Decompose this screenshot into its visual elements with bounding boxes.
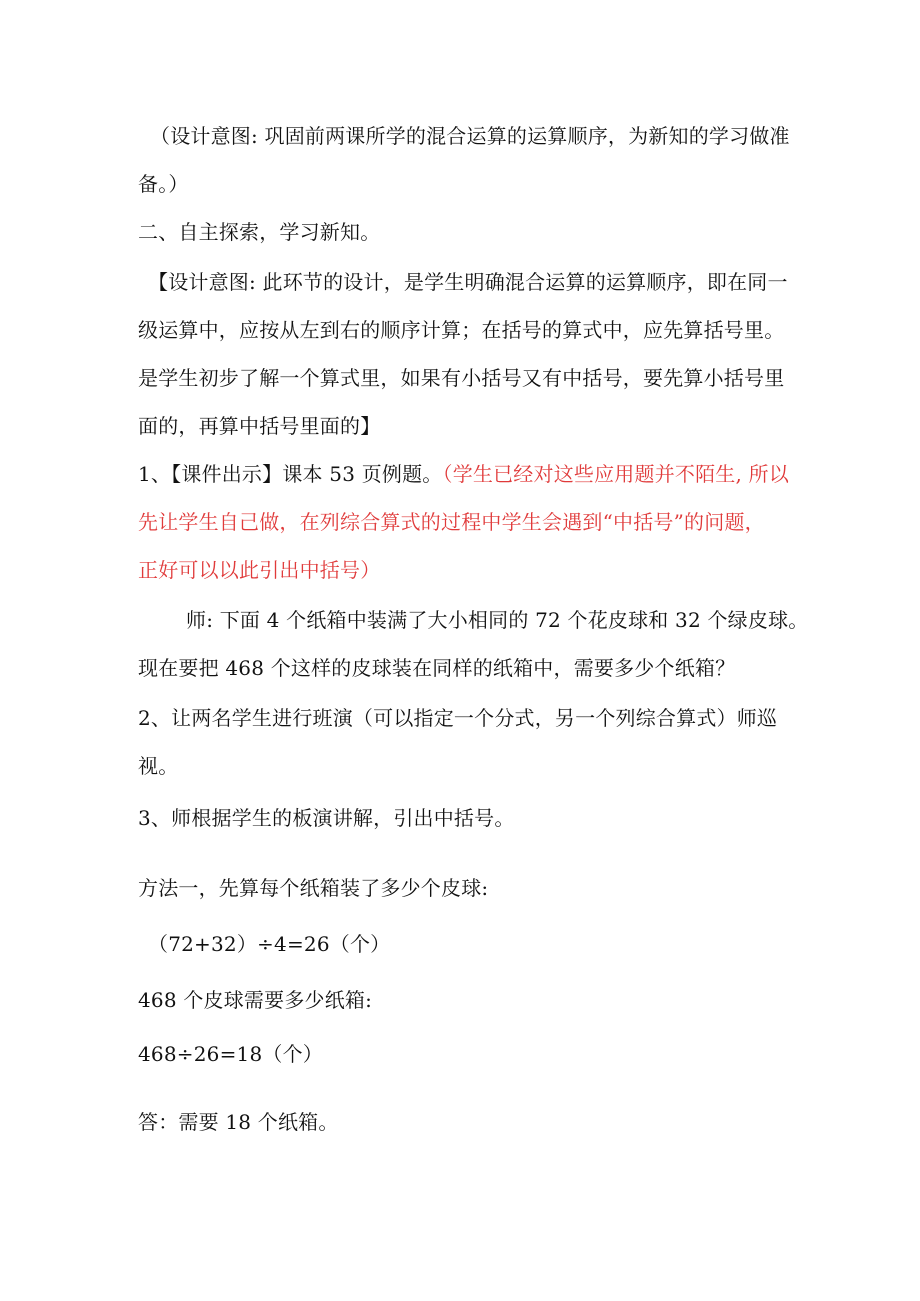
step-1-note-line-3: 正好可以以此引出中括号） <box>138 558 381 582</box>
teacher-question-line-2: 现在要把 468 个这样的皮球装在同样的纸箱中，需要多少个纸箱？ <box>138 656 736 680</box>
design-intent-block-line-2: 级运算中，应按从左到右的顺序计算；在括号的算式中，应先算括号里。 <box>138 318 785 342</box>
design-intent-block-line-1: 【设计意图: 此环节的设计，是学生明确混合运算的运算顺序，即在同一 <box>148 270 788 294</box>
step-1-line <box>138 460 789 488</box>
method-1-title: 方法一，先算每个纸箱装了多少个皮球: <box>138 876 489 900</box>
step-3-line: 3、师根据学生的板演讲解，引出中括号。 <box>138 806 515 830</box>
method-1-equation-1: （72+32）÷4=26（个） <box>148 932 391 956</box>
step-1-note: （学生已经对这些应用题并不陌生, 所以 <box>442 462 790 486</box>
answer-line: 答：需要 18 个纸箱。 <box>138 1110 339 1134</box>
design-intent-line-1: （设计意图: 巩固前两课所学的混合运算的运算顺序，为新知的学习做准 <box>150 124 790 148</box>
method-1-equation-2: 468÷26=18（个） <box>138 1042 323 1066</box>
design-intent-block-line-3: 是学生初步了解一个算式里，如果有小括号又有中括号，要先算小括号里 <box>138 366 785 390</box>
step-2-line-2: 视。 <box>138 754 179 778</box>
section-heading: 二、自主探索，学习新知。 <box>138 220 381 244</box>
step-1-note-line-2: 先让学生自己做，在列综合算式的过程中学生会遇到“中括号”的问题， <box>138 510 765 534</box>
teacher-question-line-1: 师: 下面 4 个纸箱中装满了大小相同的 72 个花皮球和 32 个绿皮球。 <box>186 608 809 632</box>
design-intent-line-2: 备。） <box>138 172 189 196</box>
step-1-text: 1、【课件出示】课本 53 页例题。 <box>138 462 443 486</box>
method-1-question: 468 个皮球需要多少纸箱: <box>138 988 373 1012</box>
step-2-line-1: 2、让两名学生进行班演（可以指定一个分式，另一个列综合算式）师巡 <box>138 706 778 730</box>
design-intent-block-line-4: 面的，再算中括号里面的】 <box>138 414 381 438</box>
